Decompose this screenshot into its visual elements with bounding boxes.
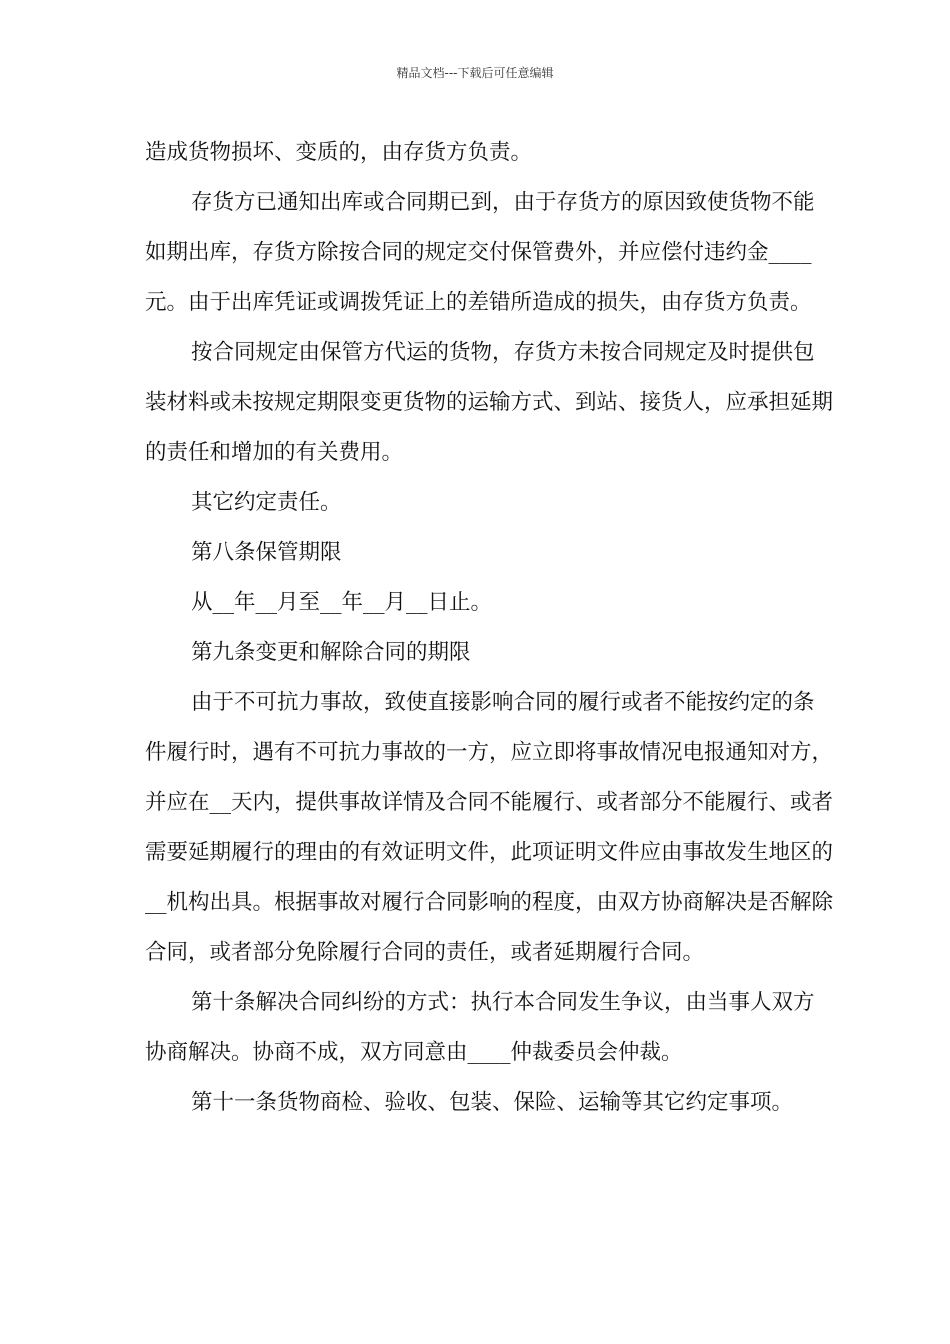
paragraph-damage-liability: 造成货物损坏、变质的，由存货方负责。 [145,140,533,165]
article-11-other-matters: 第十一条货物商检、验收、包装、保险、运输等其它约定事项。 [191,1090,794,1115]
paragraph-storage-period: 从__年__月至__年__月__日止。 [191,590,493,615]
page-header: 精品文档---下载后可任意编辑 [396,66,554,80]
article-9-heading: 第九条变更和解除合同的期限 [191,640,471,665]
article-10-dispute-resolution: 第十条解决合同纠纷的方式：执行本合同发生争议，由当事人双方协商解决。协商不成，双方同意由____仲裁委员会仲裁。 [145,990,815,1065]
paragraph-delayed-withdrawal: 存货方已通知出库或合同期已到，由于存货方的原因致使货物不能如期出库，存货方除按合同的规定交付保管费外，并应偿付违约金____元。由于出库凭证或调拨凭证上的差错所造成的损失，由存货方负责。 [145,190,815,315]
article-8-heading: 第八条保管期限 [191,540,342,565]
paragraph-force-majeure: 由于不可抗力事故，致使直接影响合同的履行或者不能按约定的条件履行时，遇有不可抗力事故的一方，应立即将事故情况电报通知对方，并应在__天内，提供事故详情及合同不能履行、或者部分不能履行、或者需要延期履行的理由的有效证明文件，此项证明文件应由事故发生地区的__机构出具。根据事故对履行合同影响的程度，由双方协商解决是否解除合同，或者部分免除履行合同的责任，或者延期履行合同。 [145,690,834,965]
paragraph-other-liability: 其它约定责任。 [191,490,342,515]
paragraph-shipping-delay: 按合同规定由保管方代运的货物，存货方未按合同规定及时提供包装材料或未按规定期限变更货物的运输方式、到站、接货人，应承担延期的责任和增加的有关费用。 [145,340,834,465]
document-body [145,128,835,1128]
